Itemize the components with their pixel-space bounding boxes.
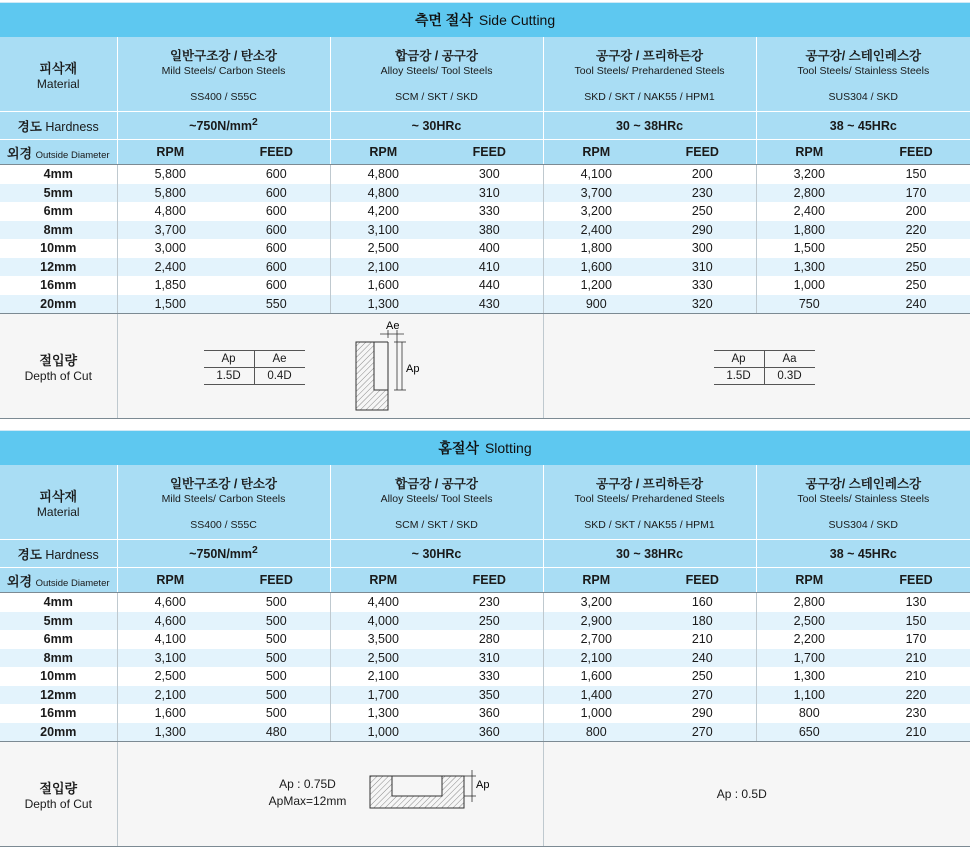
feed-header: FEED	[223, 568, 330, 593]
rpm-cell: 4,400	[330, 593, 436, 612]
table-row	[0, 165, 970, 184]
hardness-value: ~ 30HRc	[330, 112, 543, 140]
feed-cell: 320	[649, 295, 756, 314]
material-cell: 합금강 / 공구강 Alloy Steels/ Tool Steels SCM / SKT / SKD	[330, 37, 543, 112]
rpm-cell: 800	[543, 723, 649, 742]
outside-diameter-label: 외경 Outside Diameter	[0, 140, 117, 165]
feed-cell: 240	[649, 649, 756, 668]
rpm-cell: 2,700	[543, 630, 649, 649]
feed-cell: 310	[649, 258, 756, 277]
table-row	[0, 295, 970, 314]
rpm-cell: 2,500	[330, 649, 436, 668]
feed-cell: 430	[436, 295, 543, 314]
feed-cell: 160	[649, 593, 756, 612]
diameter-cell: 16mm	[0, 704, 117, 723]
rpm-cell: 1,800	[756, 221, 862, 240]
rpm-cell: 3,000	[117, 239, 223, 258]
feed-cell: 250	[649, 202, 756, 221]
rpm-cell: 2,400	[543, 221, 649, 240]
feed-cell: 350	[436, 686, 543, 705]
table-row	[0, 686, 970, 705]
title-ko: 홈절삭	[438, 440, 479, 456]
rpm-cell: 3,200	[756, 165, 862, 184]
rpm-cell: 1,300	[117, 723, 223, 742]
rpm-header: RPM	[117, 568, 223, 593]
rpm-cell: 5,800	[117, 165, 223, 184]
side-data-table	[0, 164, 970, 313]
ap-ratio: Ap : 0.5D	[716, 787, 767, 801]
hardness-label: 경도 Hardness	[0, 540, 117, 568]
feed-header: FEED	[436, 568, 543, 593]
table-row	[0, 630, 970, 649]
diameter-cell: 12mm	[0, 258, 117, 277]
rpm-cell: 2,800	[756, 184, 862, 203]
feed-cell: 600	[223, 276, 330, 295]
feed-cell: 270	[649, 723, 756, 742]
rpm-cell: 1,000	[756, 276, 862, 295]
depth-left-cell	[117, 742, 543, 847]
rpm-cell: 3,100	[330, 221, 436, 240]
hardness-value: 30 ~ 38HRc	[543, 112, 756, 140]
ap-header: Ap	[204, 351, 255, 368]
ae-header: Ae	[254, 351, 305, 368]
rpm-cell: 1,000	[543, 704, 649, 723]
feed-cell: 400	[436, 239, 543, 258]
feed-header: FEED	[862, 568, 970, 593]
rpm-cell: 4,100	[117, 630, 223, 649]
outside-diameter-label: 외경 Outside Diameter	[0, 568, 117, 593]
table-row	[0, 649, 970, 668]
feed-cell: 380	[436, 221, 543, 240]
feed-cell: 150	[862, 612, 970, 631]
feed-cell: 150	[862, 165, 970, 184]
rpm-cell: 3,500	[330, 630, 436, 649]
feed-cell: 440	[436, 276, 543, 295]
feed-cell: 290	[649, 704, 756, 723]
feed-cell: 210	[862, 667, 970, 686]
ap-header: Ap	[714, 351, 765, 368]
table-row	[0, 593, 970, 612]
rpm-cell: 2,500	[117, 667, 223, 686]
feed-cell: 310	[436, 184, 543, 203]
diameter-cell: 20mm	[0, 295, 117, 314]
hardness-label: 경도 Hardness	[0, 112, 117, 140]
depth-left-cell	[117, 314, 543, 419]
rpm-cell: 1,700	[330, 686, 436, 705]
slotting-section	[0, 430, 970, 847]
rpm-cell: 3,100	[117, 649, 223, 668]
material-cell: 합금강 / 공구강 Alloy Steels/ Tool Steels SCM / SKT / SKD	[330, 465, 543, 540]
slot-header-table	[0, 465, 970, 592]
material-label: 피삭재 Material	[0, 37, 117, 112]
rpm-header: RPM	[543, 568, 649, 593]
feed-cell: 250	[649, 667, 756, 686]
feed-cell: 250	[862, 276, 970, 295]
feed-cell: 600	[223, 202, 330, 221]
slot-depth-text	[258, 776, 358, 810]
rpm-cell: 2,900	[543, 612, 649, 631]
diameter-cell: 6mm	[0, 202, 117, 221]
table-row	[0, 184, 970, 203]
rpm-cell: 1,600	[543, 258, 649, 277]
slot-diagram	[368, 768, 488, 812]
table-row	[0, 258, 970, 277]
diameter-cell: 16mm	[0, 276, 117, 295]
hardness-value: $\sim 750N/mm^2$	[117, 112, 330, 140]
feed-cell: 250	[862, 258, 970, 277]
table-row	[0, 612, 970, 631]
rpm-cell: 4,600	[117, 612, 223, 631]
rpm-cell: 1,200	[543, 276, 649, 295]
rpm-cell: 1,700	[756, 649, 862, 668]
rpm-cell: 2,400	[117, 258, 223, 277]
feed-cell: 220	[862, 221, 970, 240]
rpm-cell: 2,100	[543, 649, 649, 668]
diameter-cell: 5mm	[0, 612, 117, 631]
rpm-cell: 2,200	[756, 630, 862, 649]
rpm-cell: 4,100	[543, 165, 649, 184]
rpm-cell: 4,200	[330, 202, 436, 221]
diameter-cell: 20mm	[0, 723, 117, 742]
rpm-header: RPM	[543, 140, 649, 165]
aa-header: Aa	[764, 351, 815, 368]
rpm-cell: 3,200	[543, 593, 649, 612]
feed-header: FEED	[223, 140, 330, 165]
ap-ratio: Ap : 0.75D	[279, 777, 336, 791]
table-row	[0, 276, 970, 295]
rpm-cell: 3,200	[543, 202, 649, 221]
side-cut-diagram	[350, 318, 440, 414]
ap-value: 1.5D	[714, 368, 765, 385]
ap-max: ApMax=12mm	[268, 794, 347, 808]
feed-cell: 210	[862, 649, 970, 668]
rpm-header: RPM	[330, 140, 436, 165]
feed-cell: 220	[862, 686, 970, 705]
ap-diagram-label: Ap	[405, 363, 419, 375]
table-row	[0, 202, 970, 221]
feed-cell: 480	[223, 723, 330, 742]
material-cell: 공구강 / 프리하든강 Tool Steels/ Prehardened Steels SKD / SKT / NAK55 / HPM1	[543, 465, 756, 540]
feed-cell: 200	[862, 202, 970, 221]
feed-cell: 130	[862, 593, 970, 612]
table-row	[0, 239, 970, 258]
side-cutting-section	[0, 2, 970, 419]
rpm-cell: 1,100	[756, 686, 862, 705]
rpm-cell: 1,300	[330, 704, 436, 723]
diameter-cell: 10mm	[0, 667, 117, 686]
rpm-cell: 5,800	[117, 184, 223, 203]
rpm-cell: 1,500	[117, 295, 223, 314]
rpm-cell: 3,700	[543, 184, 649, 203]
side-depth-table	[0, 313, 970, 419]
ap-diagram-label: Ap	[475, 779, 489, 791]
rpm-cell: 1,400	[543, 686, 649, 705]
title-ko: 측면 절삭	[414, 12, 473, 28]
rpm-cell: 1,600	[543, 667, 649, 686]
slot-data-table	[0, 592, 970, 741]
rpm-cell: 2,800	[756, 593, 862, 612]
feed-cell: 330	[436, 667, 543, 686]
rpm-cell: 3,700	[117, 221, 223, 240]
slot-depth-table	[0, 741, 970, 847]
feed-cell: 170	[862, 184, 970, 203]
feed-cell: 290	[649, 221, 756, 240]
material-cell: 공구강/ 스테인레스강 Tool Steels/ Stainless Steels SUS304 / SKD	[756, 37, 970, 112]
table-row	[0, 704, 970, 723]
side-header-table	[0, 37, 970, 164]
material-cell: 공구강/ 스테인레스강 Tool Steels/ Stainless Steels SUS304 / SKD	[756, 465, 970, 540]
rpm-cell: 2,100	[117, 686, 223, 705]
hardness-value: $\sim 750N/mm^2$	[117, 540, 330, 568]
depth-right-cell	[543, 742, 970, 847]
rpm-cell: 1,300	[756, 667, 862, 686]
feed-cell: 250	[436, 612, 543, 631]
side-cutting-title	[0, 2, 970, 37]
feed-header: FEED	[862, 140, 970, 165]
table-row	[0, 221, 970, 240]
feed-cell: 600	[223, 221, 330, 240]
depth-mini-table	[204, 350, 305, 385]
diameter-cell: 8mm	[0, 221, 117, 240]
rpm-header: RPM	[117, 140, 223, 165]
rpm-cell: 2,100	[330, 667, 436, 686]
table-row	[0, 723, 970, 742]
rpm-cell: 1,500	[756, 239, 862, 258]
material-cell: 일반구조강 / 탄소강 Mild Steels/ Carbon Steels SS400 / S55C	[117, 37, 330, 112]
hardness-value: 38 ~ 45HRc	[756, 112, 970, 140]
feed-cell: 500	[223, 649, 330, 668]
rpm-cell: 4,600	[117, 593, 223, 612]
rpm-cell: 4,000	[330, 612, 436, 631]
diameter-cell: 8mm	[0, 649, 117, 668]
feed-cell: 600	[223, 184, 330, 203]
feed-cell: 300	[649, 239, 756, 258]
table-row	[0, 667, 970, 686]
feed-cell: 600	[223, 258, 330, 277]
rpm-cell: 900	[543, 295, 649, 314]
feed-header: FEED	[649, 568, 756, 593]
depth-of-cut-label: 절입량 Depth of Cut	[0, 742, 117, 847]
rpm-cell: 2,500	[756, 612, 862, 631]
feed-cell: 230	[436, 593, 543, 612]
feed-cell: 500	[223, 630, 330, 649]
feed-cell: 360	[436, 704, 543, 723]
feed-cell: 200	[649, 165, 756, 184]
title-en: Side Cutting	[478, 12, 556, 28]
hardness-value: 38 ~ 45HRc	[756, 540, 970, 568]
feed-cell: 240	[862, 295, 970, 314]
rpm-header: RPM	[756, 140, 862, 165]
feed-cell: 550	[223, 295, 330, 314]
feed-cell: 500	[223, 704, 330, 723]
depth-right-cell	[543, 314, 970, 419]
feed-cell: 600	[223, 165, 330, 184]
rpm-cell: 750	[756, 295, 862, 314]
depth-mini-table	[714, 350, 815, 385]
rpm-cell: 1,600	[117, 704, 223, 723]
hardness-value: 30 ~ 38HRc	[543, 540, 756, 568]
rpm-cell: 1,000	[330, 723, 436, 742]
feed-cell: 250	[862, 239, 970, 258]
diameter-cell: 10mm	[0, 239, 117, 258]
rpm-cell: 1,850	[117, 276, 223, 295]
feed-cell: 180	[649, 612, 756, 631]
rpm-cell: 4,800	[117, 202, 223, 221]
material-cell: 공구강 / 프리하든강 Tool Steels/ Prehardened Steels SKD / SKT / NAK55 / HPM1	[543, 37, 756, 112]
rpm-cell: 1,300	[330, 295, 436, 314]
rpm-cell: 650	[756, 723, 862, 742]
diameter-cell: 5mm	[0, 184, 117, 203]
feed-cell: 230	[862, 704, 970, 723]
rpm-cell: 1,300	[756, 258, 862, 277]
feed-cell: 280	[436, 630, 543, 649]
feed-cell: 210	[862, 723, 970, 742]
rpm-cell: 2,500	[330, 239, 436, 258]
aa-value: 0.3D	[764, 368, 815, 385]
rpm-header: RPM	[330, 568, 436, 593]
material-label: 피삭재 Material	[0, 465, 117, 540]
ap-value: 1.5D	[204, 368, 255, 385]
feed-header: FEED	[436, 140, 543, 165]
rpm-cell: 2,100	[330, 258, 436, 277]
rpm-cell: 4,800	[330, 165, 436, 184]
feed-cell: 500	[223, 593, 330, 612]
depth-of-cut-label: 절입량 Depth of Cut	[0, 314, 117, 419]
hardness-value: ~ 30HRc	[330, 540, 543, 568]
rpm-header: RPM	[756, 568, 862, 593]
rpm-cell: 1,600	[330, 276, 436, 295]
feed-cell: 310	[436, 649, 543, 668]
feed-cell: 500	[223, 612, 330, 631]
diameter-cell: 6mm	[0, 630, 117, 649]
diameter-cell: 4mm	[0, 165, 117, 184]
feed-cell: 300	[436, 165, 543, 184]
feed-cell: 410	[436, 258, 543, 277]
ae-value: 0.4D	[254, 368, 305, 385]
rpm-cell: 4,800	[330, 184, 436, 203]
feed-cell: 330	[436, 202, 543, 221]
feed-cell: 500	[223, 686, 330, 705]
slotting-title	[0, 430, 970, 465]
ae-diagram-label: Ae	[385, 320, 399, 332]
feed-cell: 210	[649, 630, 756, 649]
feed-header: FEED	[649, 140, 756, 165]
title-en: Slotting	[484, 440, 532, 456]
feed-cell: 330	[649, 276, 756, 295]
feed-cell: 500	[223, 667, 330, 686]
rpm-cell: 1,800	[543, 239, 649, 258]
feed-cell: 170	[862, 630, 970, 649]
feed-cell: 270	[649, 686, 756, 705]
diameter-cell: 12mm	[0, 686, 117, 705]
feed-cell: 360	[436, 723, 543, 742]
feed-cell: 600	[223, 239, 330, 258]
rpm-cell: 2,400	[756, 202, 862, 221]
diameter-cell: 4mm	[0, 593, 117, 612]
rpm-cell: 800	[756, 704, 862, 723]
material-cell: 일반구조강 / 탄소강 Mild Steels/ Carbon Steels SS400 / S55C	[117, 465, 330, 540]
feed-cell: 230	[649, 184, 756, 203]
